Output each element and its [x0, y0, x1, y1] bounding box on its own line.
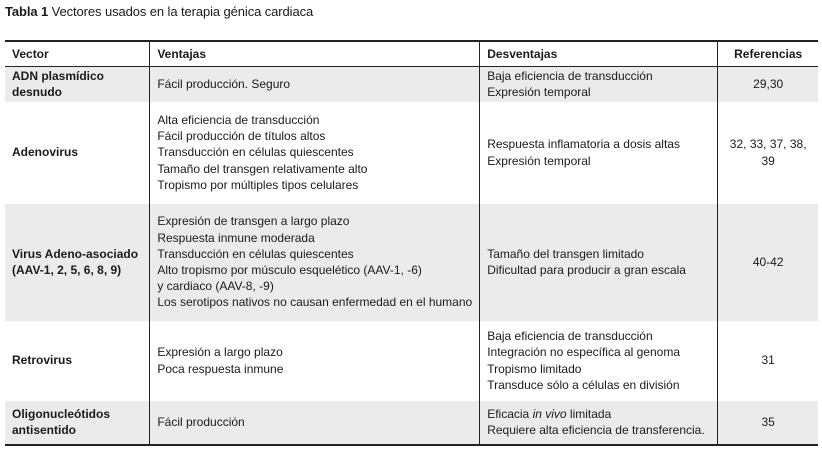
ventaja-line: Expresión de transgen a largo plazo [157, 214, 350, 229]
ventaja-line: Fácil producción de títulos altos [157, 129, 326, 144]
desventaja-line: Integración no específica al genoma [487, 345, 680, 360]
referencias-cell: 35 [718, 401, 818, 445]
vector-cell [5, 401, 150, 445]
vector-line: desnudo [12, 85, 62, 100]
ventaja-line: Transducción en células quiescentes [157, 246, 354, 261]
ventaja-line: Poca respuesta inmune [157, 361, 284, 376]
desventaja-line: Respuesta inflamatoria a dosis altas [487, 137, 680, 152]
vector-cell [5, 321, 150, 401]
vector-line: antisentido [12, 423, 77, 437]
desventaja-line [487, 406, 710, 422]
ventajas-cell [150, 102, 480, 204]
referencias-cell: 29,30 [718, 67, 818, 102]
desventaja-text-pre: Eficacia [487, 406, 533, 421]
vector-line: Retrovirus [12, 353, 73, 368]
vector-line: ADN plasmídico [12, 69, 105, 84]
desventaja-line: Expresión temporal [487, 153, 591, 168]
table-row [5, 401, 818, 445]
ventaja-line: Transducción en células quiescentes [157, 145, 354, 160]
vector-cell [5, 102, 150, 204]
desventaja-line: Tamaño del transgen limitado [487, 246, 644, 261]
vector-cell [5, 67, 150, 102]
ventajas-cell [150, 67, 480, 102]
vector-line: Virus Adeno-asociado [12, 246, 139, 261]
desventajas-cell [480, 401, 718, 445]
ventaja-line: y cardiaco (AAV-8, -9) [157, 279, 274, 294]
ventaja-line: Fácil producción [157, 414, 245, 429]
caption-text: Vectores usados en la terapia génica cardiaca [48, 4, 314, 19]
ventajas-cell [150, 321, 480, 401]
ventaja-line: Tropismo por múltiples tipos celulares [157, 177, 359, 192]
table-row [5, 67, 818, 102]
desventaja-line: Transduce sólo a células en división [487, 377, 680, 392]
header-vector: Vector [5, 41, 150, 67]
desventaja-line: Dificultad para producir a gran escala [487, 263, 686, 277]
referencias-cell: 40-42 [718, 204, 818, 321]
ventaja-line: Tamaño del transgen relativamente alto [157, 161, 368, 176]
desventaja-line: Expresión temporal [487, 85, 591, 100]
table-header-row [5, 41, 818, 67]
desventajas-cell [480, 67, 718, 102]
vector-line: Adenovirus [12, 145, 79, 160]
vectors-table [5, 40, 818, 446]
desventaja-line: Tropismo limitado [487, 361, 582, 376]
table-caption [5, 4, 313, 19]
table-row [5, 102, 818, 204]
ventaja-line: Alto tropismo por músculo esquelético (AAV-1, -6) [157, 263, 422, 277]
ventajas-cell [150, 401, 480, 445]
referencias-cell: 31 [718, 321, 818, 401]
header-desventajas: Desventajas [480, 41, 718, 67]
ventaja-line: Expresión a largo plazo [157, 345, 283, 360]
desventajas-cell [480, 321, 718, 401]
referencias-cell: 32, 33, 37, 38, 39 [718, 102, 818, 204]
vector-line: (AAV-1, 2, 5, 6, 8, 9) [12, 263, 122, 277]
header-referencias: Referencias [718, 41, 818, 67]
desventaja-text-italic: in vivo [532, 406, 567, 421]
desventaja-line: Baja eficiencia de transducción [487, 69, 653, 84]
ventaja-line: Alta eficiencia de transducción [157, 112, 320, 127]
vector-line: Oligonucleótidos [12, 406, 110, 421]
ventajas-cell [150, 204, 480, 321]
ventaja-line: Respuesta inmune moderada [157, 230, 315, 245]
desventaja-text-post: limitada [566, 406, 612, 421]
vector-cell [5, 204, 150, 321]
caption-label: Tabla 1 [5, 4, 49, 19]
table-row [5, 204, 818, 321]
header-ventajas: Ventajas [150, 41, 480, 67]
desventaja-line: Baja eficiencia de transducción [487, 329, 653, 344]
desventajas-cell [480, 204, 718, 321]
desventaja-line: Requiere alta eficiencia de transferencia. [487, 423, 705, 437]
table-row [5, 321, 818, 401]
ventaja-line: Fácil producción. Seguro [157, 77, 291, 92]
desventajas-cell [480, 102, 718, 204]
ventaja-line: Los serotipos nativos no causan enfermedad en el humano [157, 295, 473, 310]
